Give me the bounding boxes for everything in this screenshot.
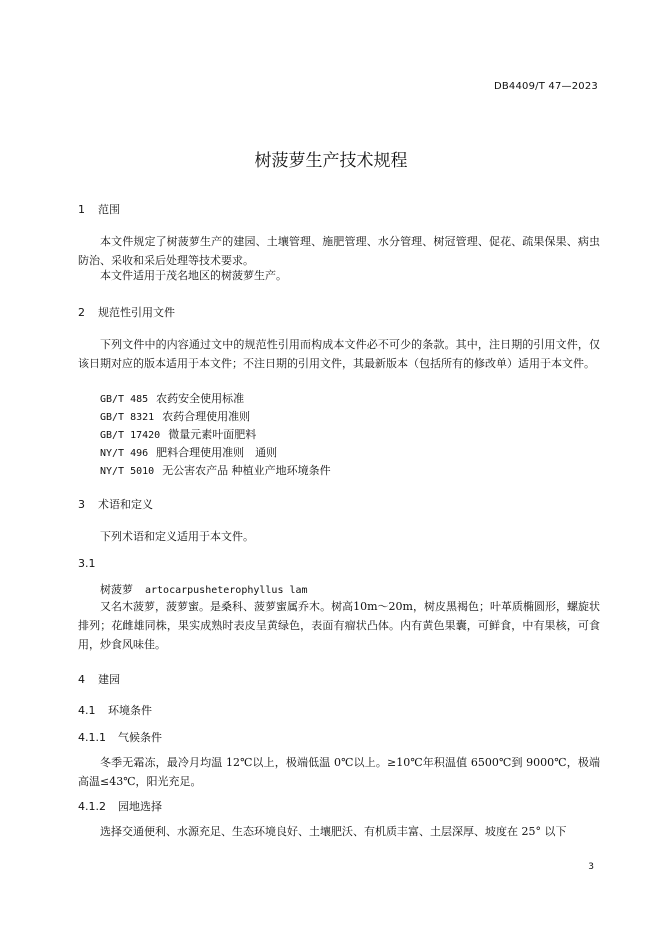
section-number: 4.1 bbox=[78, 704, 96, 717]
section-title: 气候条件 bbox=[118, 731, 162, 744]
reference-code: GB/T 8321 bbox=[100, 412, 155, 423]
reference-code: GB/T 17420 bbox=[100, 430, 161, 441]
reference-item bbox=[100, 408, 250, 424]
section-number: 4 bbox=[78, 673, 85, 686]
section-title: 建园 bbox=[98, 673, 120, 686]
reference-name: 微量元素叶面肥料 bbox=[168, 428, 257, 441]
section-number: 4.1.2 bbox=[78, 800, 106, 813]
section-number: 4.1.1 bbox=[78, 731, 106, 744]
document-code: DB4409/T 47—2023 bbox=[493, 81, 598, 92]
term-number: 3.1 bbox=[78, 557, 96, 570]
section-title: 规范性引用文件 bbox=[98, 306, 175, 319]
reference-code: NY/T 496 bbox=[100, 448, 149, 459]
section-title: 范围 bbox=[98, 203, 120, 216]
term-definition: 又名木菠萝，菠萝蜜。是桑科、菠萝蜜属乔木。树高10m～20m，树皮黑褐色；叶革质椭圆形，螺旋状排列；花雌雄同株，果实成熟时表皮呈黄绿色，表面有瘤状凸体。内有黄色果囊，可鲜食，中有果核，可食用，炒食风味佳。 bbox=[78, 600, 600, 651]
term-name: 树菠萝 bbox=[100, 583, 133, 596]
section-4-1-1-heading bbox=[78, 729, 162, 745]
reference-item bbox=[100, 390, 244, 406]
section-1-heading bbox=[78, 201, 120, 217]
document-title: 树菠萝生产技术规程 bbox=[254, 151, 408, 171]
reference-name: 无公害农产品 种植业产地环境条件 bbox=[162, 464, 331, 477]
section-title: 环境条件 bbox=[108, 704, 152, 717]
reference-name: 肥料合理使用准则 通则 bbox=[156, 446, 278, 459]
reference-name: 农药安全使用标准 bbox=[156, 392, 245, 405]
section-4-heading bbox=[78, 671, 120, 687]
section-3-paragraph-1: 下列术语和定义适用于本文件。 bbox=[100, 530, 254, 543]
section-4-1-2-heading bbox=[78, 798, 162, 814]
section-number: 1 bbox=[78, 203, 85, 216]
term-latin-name: artocarpusheterophyllus lam bbox=[145, 585, 308, 596]
section-2-heading bbox=[78, 304, 175, 320]
reference-item bbox=[100, 426, 256, 442]
section-number: 3 bbox=[78, 498, 85, 511]
page-number: 3 bbox=[588, 862, 594, 872]
section-4-1-heading bbox=[78, 702, 152, 718]
reference-name: 农药合理使用准则 bbox=[162, 410, 251, 423]
section-title: 术语和定义 bbox=[98, 498, 153, 511]
section-2-paragraph-1: 下列文件中的内容通过文中的规范性引用而构成本文件必不可少的条款。其中，注日期的引用文件，仅该日期对应的版本适用于本文件；不注日期的引用文件，其最新版本（包括所有的修改单）适用于本文件。 bbox=[78, 338, 600, 370]
section-number: 2 bbox=[78, 306, 85, 319]
term-entry bbox=[100, 581, 308, 597]
reference-code: NY/T 5010 bbox=[100, 466, 155, 477]
reference-item bbox=[100, 444, 277, 460]
section-1-paragraph-1: 本文件规定了树菠萝生产的建园、土壤管理、施肥管理、水分管理、树冠管理、促花、疏果保果、病虫防治、采收和采后处理等技术要求。 bbox=[78, 235, 600, 267]
section-1-paragraph-2: 本文件适用于茂名地区的树菠萝生产。 bbox=[100, 269, 287, 282]
reference-code: GB/T 485 bbox=[100, 394, 149, 405]
section-3-heading bbox=[78, 496, 153, 512]
section-title: 园地选择 bbox=[118, 800, 162, 813]
section-4-1-2-paragraph: 选择交通便利、水源充足、生态环境良好、土壤肥沃、有机质丰富、土层深厚、坡度在 25° 以下 bbox=[100, 825, 567, 838]
reference-item bbox=[100, 462, 331, 478]
section-4-1-1-paragraph: 冬季无霜冻，最冷月均温 12℃以上，极端低温 0℃以上。≥10℃年积温值 6500℃到 9000℃，极端高温≤43℃，阳光充足。 bbox=[78, 756, 600, 788]
